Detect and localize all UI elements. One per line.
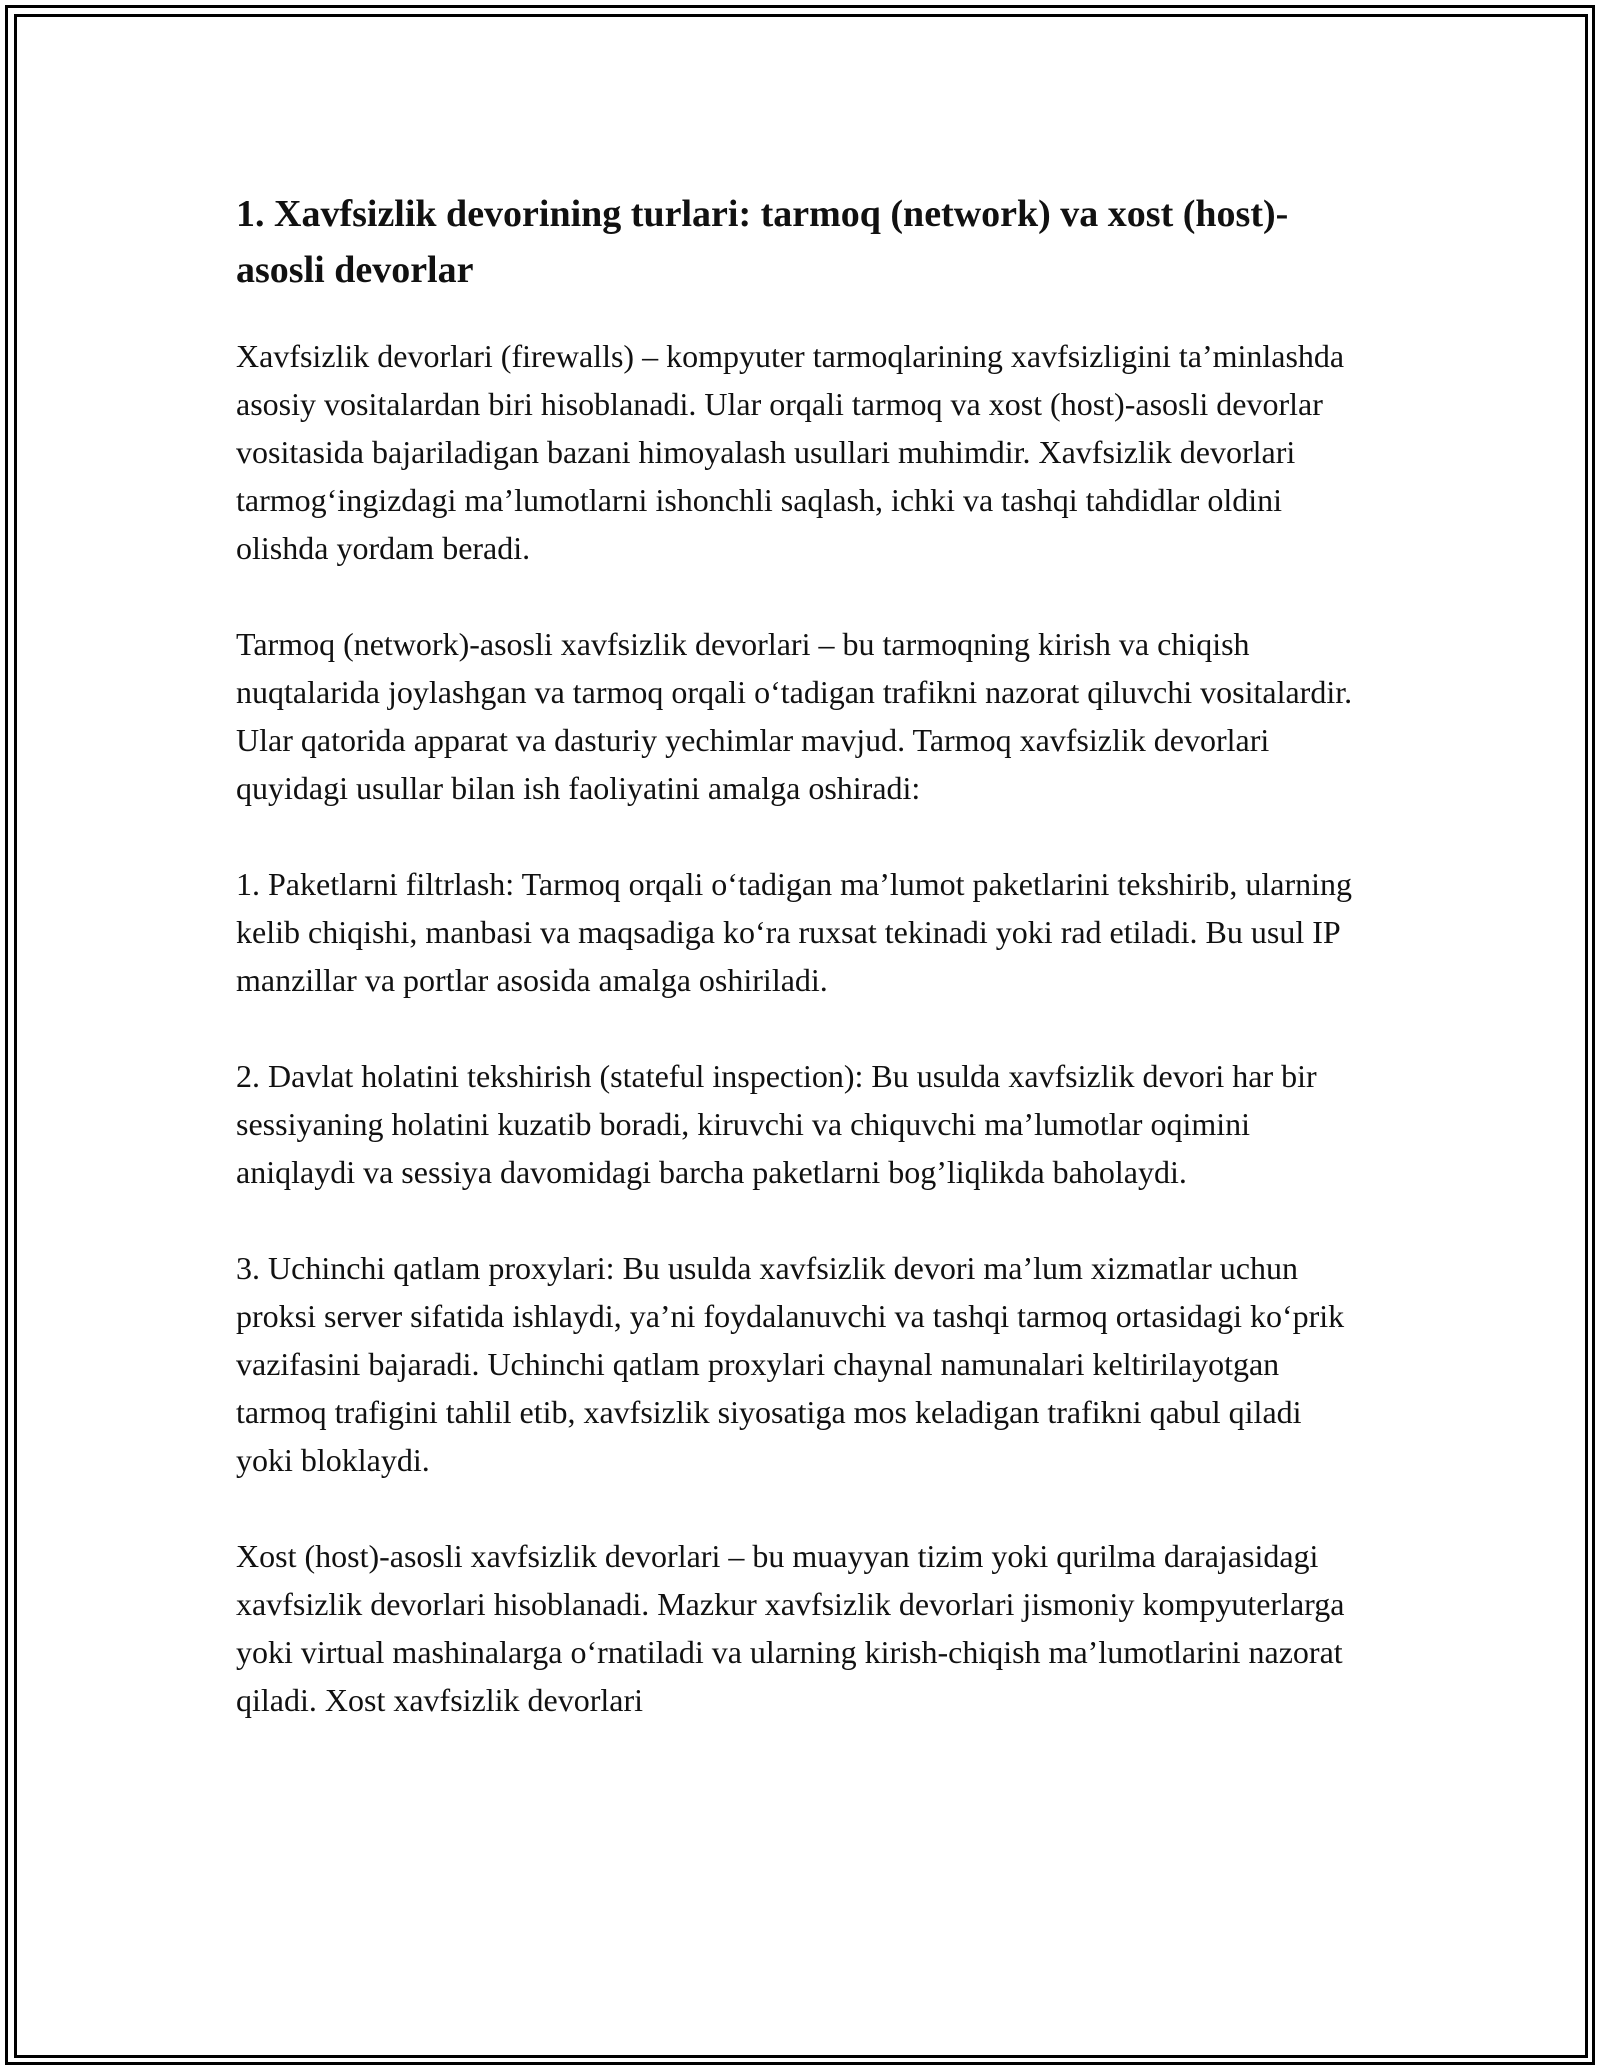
section-heading: 1. Xavfsizlik devorining turlari: tarmoq (network) va xost (host)-asosli devorlar bbox=[236, 193, 1289, 291]
intro-paragraph: Xavfsizlik devorlari (firewalls) – kompyuter tarmoqlarining xavfsizligini ta’minlashda asosiy vositalardan biri hisoblanadi. Ular orqali tarmoq va xost (host)-asosli devorlar vositasida bajariladigan bazani himoyalash usullari muhimdir. Xavfsizlik devorlari tarmog‘ingizdagi ma’lumotlarni ishonchli saqlash, ichki va tashqi tahdidlar oldini olishda yordam beradi. bbox=[236, 338, 1345, 566]
stateful-inspection-paragraph: 2. Davlat holatini tekshirish (stateful inspection): Bu usulda xavfsizlik devori har bir sessiyaning holatini kuzatib boradi, kiruvchi va chiquvchi ma’lumotlar oqimini aniqlaydi va sessiya davomidagi barcha paketlarni bog’liqlikda baholaydi. bbox=[236, 1058, 1317, 1190]
host-firewall-paragraph: Xost (host)-asosli xavfsizlik devorlari – bu muayyan tizim yoki qurilma darajasidagi xavfsizlik devorlari hisoblanadi. Mazkur xavfsizlik devorlari jismoniy kompyuterlarga yoki virtual mashinalarga o‘rnatiladi va ularning kirish-chiqish ma’lumotlarini nazorat qiladi. Xost xavfsizlik devorlari bbox=[236, 1538, 1345, 1718]
proxy-paragraph: 3. Uchinchi qatlam proxylari: Bu usulda xavfsizlik devori ma’lum xizmatlar uchun proksi server sifatida ishlaydi, ya’ni foydalanuvchi va tashqi tarmoq ortasidagi ko‘prik vazifasini bajaradi. Uchinchi qatlam proxylari chaynal namunalari keltirilayotgan tarmoq trafigini tahlil etib, xavfsizlik siyosatiga mos keladigan trafikni qabul qiladi yoki bloklaydi. bbox=[236, 1250, 1345, 1478]
packet-filtering-paragraph: 1. Paketlarni filtrlash: Tarmoq orqali o‘tadigan ma’lumot paketlarini tekshirib, ularning kelib chiqishi, manbasi va maqsadiga ko‘ra ruxsat tekinadi yoki rad etiladi. Bu usul IP manzillar va portlar asosida amalga oshiriladi. bbox=[236, 866, 1352, 998]
network-firewall-paragraph: Tarmoq (network)-asosli xavfsizlik devorlari – bu tarmoqning kirish va chiqish nuqtalarida joylashgan va tarmoq orqali o‘tadigan trafikni nazorat qiluvchi vositalardir. Ular qatorida apparat va dasturiy yechimlar mavjud. Tarmoq xavfsizlik devorlari quyidagi usullar bilan ish faoliyatini amalga oshiradi: bbox=[236, 626, 1353, 806]
document-body bbox=[236, 186, 1366, 1772]
